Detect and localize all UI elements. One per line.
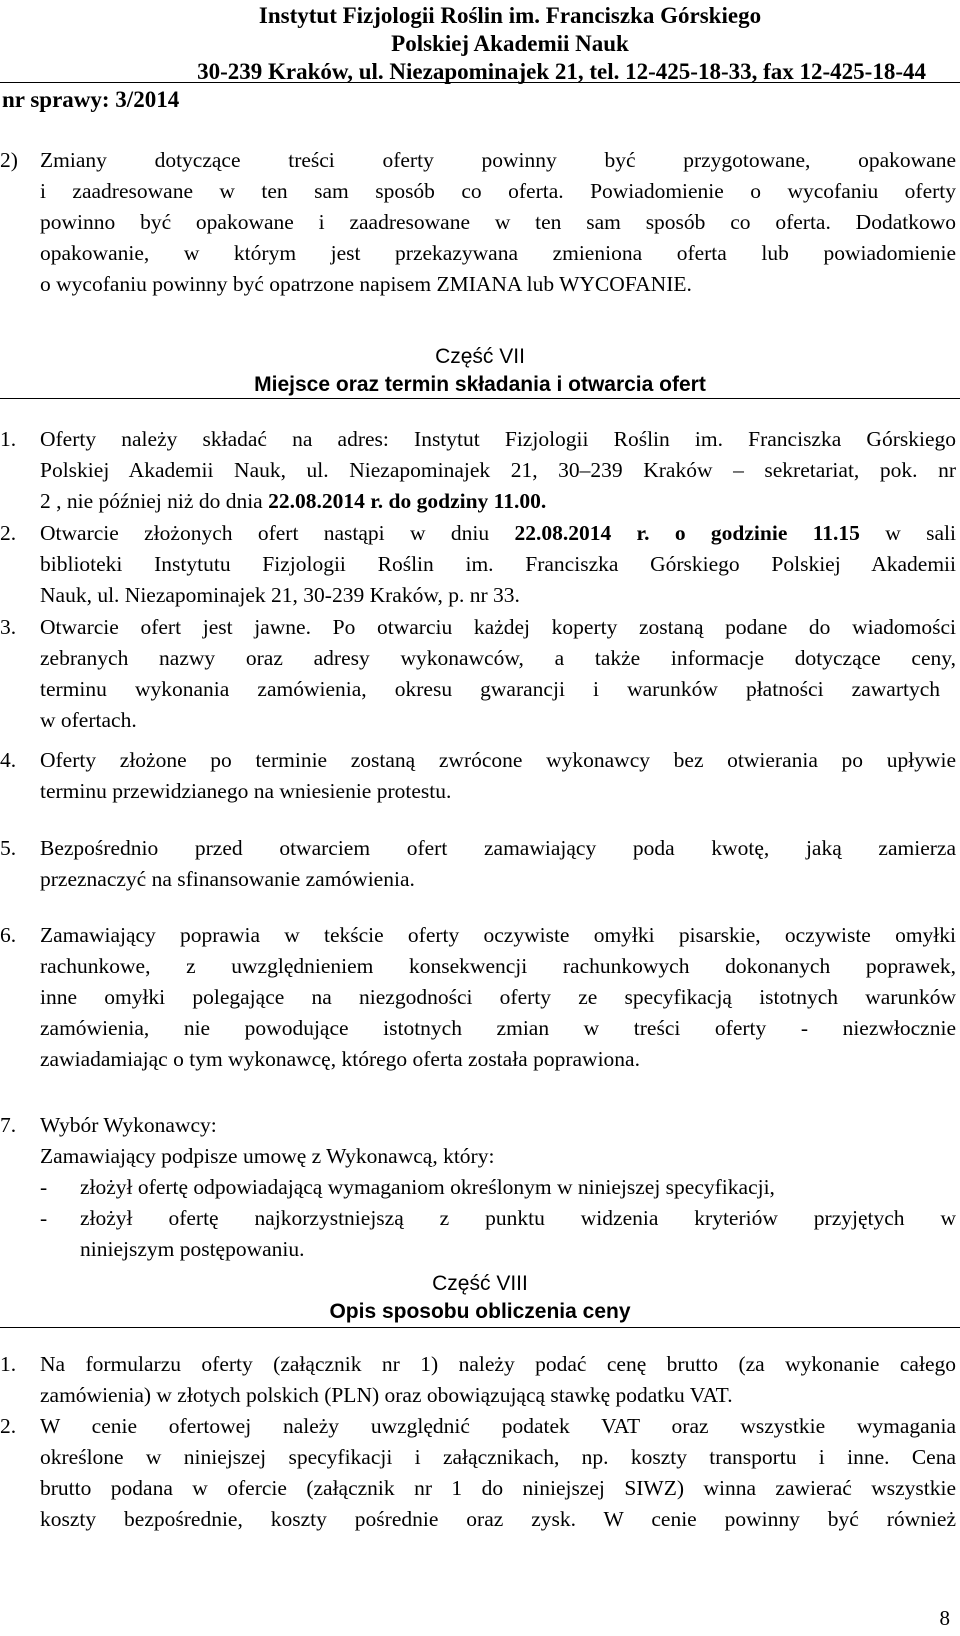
item-line: Oferty należy składać na adres: Instytut Fizjologii Roślin im. Franciszka Górskiego	[40, 427, 956, 451]
part7-title: Część VII	[435, 345, 525, 368]
part7-rule	[0, 398, 960, 399]
intro-line: opakowanie, w którym jest przekazywana zmieniona oferta lub powiadomienie	[40, 241, 956, 265]
item-line: rachunkowe, z uwzględnieniem konsekwencji rachunkowych dokonanych poprawek,	[40, 954, 956, 978]
header-academy: Polskiej Akademii Nauk	[391, 31, 629, 56]
part8-heading	[0, 1270, 960, 1326]
item-number: 3.	[0, 615, 17, 639]
item-line: Na formularzu oferty (załącznik nr 1) należy podać cenę brutto (za wykonanie całego	[40, 1352, 956, 1376]
header-institute: Instytut Fizjologii Roślin im. Franciszka Górskiego	[258, 3, 762, 28]
part7-item-3	[0, 612, 960, 736]
item-line: Otwarcie ofert jest jawne. Po otwarciu każdej koperty zostaną podane do wiadomości	[40, 615, 956, 639]
item-line: Zamawiający podpisze umowę z Wykonawcą, który:	[40, 1144, 495, 1168]
bullet-item	[0, 1172, 960, 1203]
bullet-dash: -	[40, 1175, 48, 1199]
intro-number: 2)	[0, 148, 18, 172]
page-header	[0, 2, 960, 114]
page-number: 8	[939, 1606, 950, 1630]
item-line: Bezpośrednio przed otwarciem ofert zamawiający poda kwotę, jaką zamierza	[40, 836, 956, 860]
bullet-line: złożył ofertę odpowiadającą wymaganiom określonym w niniejszej specyfikacji,	[80, 1175, 775, 1199]
intro-line: o wycofaniu powinny być opatrzone napisem ZMIANA lub WYCOFANIE.	[40, 272, 692, 296]
item-line: zamówienia) w złotych polskich (PLN) oraz obowiązującą stawkę podatku VAT.	[40, 1383, 733, 1407]
header-address: 30-239 Kraków, ul. Niezapominajek 21, tel. 12-425-18-33, fax 12-425-18-44	[197, 59, 926, 84]
bullet-item	[0, 1203, 960, 1265]
part8-subtitle: Opis sposobu obliczenia ceny	[329, 1300, 631, 1323]
item-line: przeznaczyć na sfinansowanie zamówienia.	[40, 867, 415, 891]
item-line: określone w niniejszej specyfikacji i załącznikach, np. koszty transportu i inne. Cena	[40, 1445, 956, 1469]
item-line: koszty bezpośrednie, koszty pośrednie oraz zysk. W cenie powinny być również	[40, 1507, 956, 1531]
opening-text: Otwarcie złożonych ofert nastąpi w dniu	[40, 521, 515, 545]
item-number: 1.	[0, 427, 17, 451]
part7-item-6	[0, 920, 960, 1075]
item-number: 5.	[0, 836, 17, 860]
bullet-line: niniejszym postępowaniu.	[80, 1237, 305, 1261]
bullet-line: złożył ofertę najkorzystniejszą z punktu widzenia kryteriów przyjętych w	[80, 1206, 956, 1230]
item-line: w ofertach.	[40, 708, 137, 732]
item-line: Polskiej Akademii Nauk, ul. Niezapominajek 21, 30–239 Kraków – sekretariat, pok. nr	[40, 458, 956, 482]
part7-item-2	[0, 518, 960, 611]
deadline-text: 2 , nie później niż do dnia	[40, 489, 269, 513]
item-line: Oferty złożone po terminie zostaną zwrócone wykonawcy bez otwierania po upływie	[40, 748, 956, 772]
part7-item-4	[0, 745, 960, 807]
part8-rule	[0, 1327, 960, 1328]
intro-paragraph	[0, 145, 960, 300]
item-line: Wybór Wykonawcy:	[40, 1113, 217, 1137]
item-number: 2.	[0, 1414, 17, 1438]
opening-room: w sali	[859, 521, 956, 545]
item-number: 1.	[0, 1352, 17, 1376]
intro-line: i zaadresowane w ten sam sposób co oferta. Powiadomienie o wycofaniu oferty	[40, 179, 956, 203]
item-number: 7.	[0, 1113, 17, 1137]
intro-line: Zmiany dotyczące treści oferty powinny być przygotowane, opakowane	[40, 148, 956, 172]
item-line: zamówienia, nie powodujące istotnych zmian w treści oferty - niezwłocznie	[40, 1016, 956, 1040]
item-number: 2.	[0, 521, 17, 545]
item-line: inne omyłki polegające na niezgodności oferty ze specyfikacją istotnych warunków	[40, 985, 956, 1009]
part7-item-7	[0, 1110, 960, 1265]
item-line	[40, 518, 956, 549]
part7-item-1	[0, 424, 960, 517]
item-line: zawiadamiając o tym wykonawcę, którego oferta została poprawiona.	[40, 1047, 640, 1071]
part8-item-2	[0, 1411, 960, 1535]
opening-date: 22.08.2014 r. o godzinie 11.15	[514, 521, 860, 545]
item-line: terminu przewidzianego na wniesienie protestu.	[40, 779, 452, 803]
item-number: 6.	[0, 923, 17, 947]
part7-item-5	[0, 833, 960, 895]
bullet-dash: -	[40, 1206, 48, 1230]
header-rule	[0, 82, 960, 83]
item-line: Nauk, ul. Niezapominajek 21, 30-239 Kraków, p. nr 33.	[40, 583, 520, 607]
deadline-date: 22.08.2014 r. do godziny 11.00.	[268, 489, 547, 513]
item-line: biblioteki Instytutu Fizjologii Roślin im. Franciszka Górskiego Polskiej Akademii	[40, 552, 956, 576]
item-line: Zamawiający poprawia w tekście oferty oczywiste omyłki pisarskie, oczywiste omyłki	[40, 923, 956, 947]
part7-subtitle: Miejsce oraz termin składania i otwarcia ofert	[254, 373, 706, 396]
item-number: 4.	[0, 748, 17, 772]
intro-line: powinno być opakowane i zaadresowane w ten sam sposób co oferta. Dodatkowo	[40, 210, 956, 234]
part8-item-1	[0, 1349, 960, 1411]
item-line: terminu wykonania zamówienia, okresu gwarancji i warunków płatności zawartych	[40, 677, 940, 701]
part7-heading	[0, 343, 960, 399]
item-line: W cenie ofertowej należy uwzględnić podatek VAT oraz wszystkie wymagania	[40, 1414, 956, 1438]
case-number: nr sprawy: 3/2014	[2, 87, 180, 112]
item-line	[40, 486, 956, 517]
item-line: brutto podana w ofercie (załącznik nr 1 do niniejszej SIWZ) winna zawierać wszystkie	[40, 1476, 956, 1500]
item-line: zebranych nazwy oraz adresy wykonawców, a także informacje dotyczące ceny,	[40, 646, 956, 670]
part8-title: Część VIII	[432, 1272, 528, 1295]
